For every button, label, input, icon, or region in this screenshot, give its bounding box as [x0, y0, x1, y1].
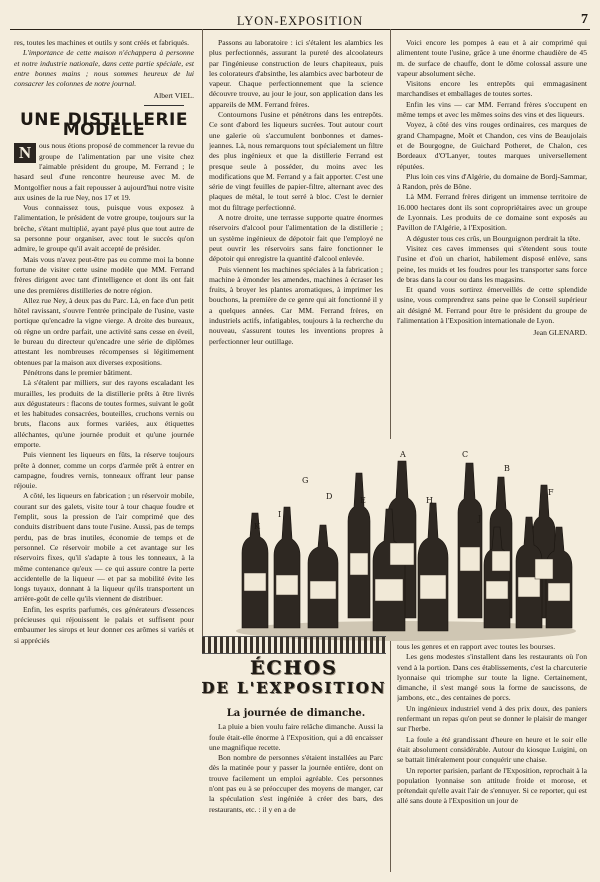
- intro-signature: Albert VIEL.: [153, 91, 194, 101]
- section-rule: [144, 105, 184, 106]
- bottle-label-e: E: [360, 496, 366, 505]
- article-paragraph: Enfin, les esprits parfumés, ces générateurs d'essences précieuses qui réjouissent le palais et suffisent pour embaumer les sirops et leur donner ces arômes si variés et si appréciés: [14, 604, 194, 645]
- echos-column: [209, 706, 383, 874]
- bottle-label-b: B: [504, 464, 510, 473]
- article-paragraph: A notre droite, une terrasse supporte quatre énormes réservoirs d'alcool pour l'alimentation de la distillerie ; un système ingénieux de dépotoir fait que l'employé ne peut ouvrir les réservoirs sans faire fonctionner le dépotoir qui enregistre la quantité d'alcool enlevée.: [209, 213, 383, 264]
- column-divider-1: [202, 29, 203, 639]
- article-paragraph: Puis viennent les liqueurs en fûts, la réserve toujours prête à donner, comme un corps d'armée prêt à entrer en campagne, foudres vernis, tonneaux offrant leur panse réjouie.: [14, 450, 194, 491]
- decorative-border: [202, 636, 386, 654]
- intro-quote: L'importance de cette maison n'échappera à personne et notre industrie nationale, dans cette partie spéciale, est entre bonnes mains ; nous sommes heureux de lui consacrer les colonnes de notre journal.: [14, 48, 194, 89]
- echos-paragraph: Les gens modestes s'installent dans les restaurants où l'on vend à la portion. Dans ces établissements, c'est la charcuterie lyonnaise qui triomphe sur toute la ligne. Certainement, dimanche, il s'est mangé sous la forme de saucissons, de jambons, etc., des centaines de porcs.: [397, 652, 587, 703]
- article-heading: UNE DISTILLERIE MODÈLE: [20, 109, 188, 141]
- echos-paragraph: La foule a été grandissant d'heure en heure et le soir elle était absolument considérable. Autour du kiosque Luigini, on se battait littéralement pour conquérir une chaise.: [397, 734, 587, 765]
- echos-paragraph: Un reporter parisien, parlant de l'Exposition, reprochait à la population lyonnaise son attitude froide et morose, et prétendait qu'elle avait l'air de s'ennuyer. Si ce reporter, qui est allé sans doute à l'Exposition un jour de: [397, 765, 587, 806]
- article-paragraph: Vous connaissez tous, puisque vous exposez à l'alimentation, le président de votre groupe, toujours sur la brèche, s'étant multiplié, ayant payé plus que tout autre de sa personne pour organiser, avec tout le succès qu'on admire, le groupe qu'il avait accepté de présider.: [14, 203, 194, 254]
- article-paragraph: Voyez, à côté des vins rouges ordinaires, ces marques de grand Champagne, Moët et Chandon, ces vins de Beaujolais et de Bourgogne, de Guichard Potheret, de Chalon, ces Bordeaux d'O'Lanyer, toutes marques universellement réputées.: [397, 120, 587, 171]
- article-paragraph-text: ous nous étions proposé de commencer la revue du groupe de l'alimentation par une visite chez l'aimable président du groupe, M. Ferrand ; le hasard seul d'une rencontre heureuse avec M. de Montgolfier nous a fait repousser à aujourd'hui notre visite aux usines de la rue Ney, nos 17 et 19.: [14, 141, 194, 202]
- article-paragraph: Puis viennent les machines spéciales à la fabrication ; machine à émonder les amendes, machines à écraser les fruits, à broyer les plantes aromatiques, à imprimer les bouchons, la première de ce genre qui ait fonctionné il y a quelques années. Car MM. Ferrand frères, en industriels actifs, infatigables, toujours à la recherche du nouveau, s'assurent toutes les inventions propres à perfectionner leur outillage.: [209, 264, 383, 346]
- column-1: [14, 38, 194, 873]
- article-paragraph: Là MM. Ferrand frères dirigent un immense territoire de 16.000 hectares dont ils sont copropriétaires avec un groupe de Lyonnais. Les produits de ce domaine sont exposés au Pavillon de l'Algérie, à l'Exposition.: [397, 192, 587, 233]
- article-paragraph: Visitez ces caves immenses qui s'étendent sous toute l'usine et d'où un chariot, habilement disposé enlève, sans peine, les muids et les foudres pour les transporter sans force de bras dans la cour ou dans les magasins.: [397, 243, 587, 284]
- article-signature: Jean GLENARD.: [533, 328, 587, 338]
- bottle-label-j: J: [478, 514, 482, 523]
- intro-paragraph: res, toutes les machines et outils y sont créés et fabriqués.: [14, 38, 190, 47]
- bottles-illustration: [228, 443, 583, 643]
- article-paragraph: Visitons encore les entrepôts qui emmagasinent marchandises et emballages de toutes sortes.: [397, 79, 587, 99]
- article-paragraph: [14, 141, 194, 203]
- echos-subtitle: DE L'EXPOSITION: [201, 679, 387, 697]
- bottle-label-g: G: [302, 476, 309, 485]
- page-header-title: LYON-EXPOSITION: [236, 14, 364, 28]
- echos-paragraph: Bon nombre de personnes s'étaient installées au Parc dès la matinée pour y passer la journée entière, dont on trouve facilement un emploi agréable. Ces personnes n'ont pas eu à se préoccuper des moyens de manger, car la spéculation s'est ingéniée à créer des bars, des restaurants, etc. : il y en a de: [209, 753, 383, 814]
- article-paragraph: A déguster tous ces crûs, un Bourguignon perdrait la tête.: [406, 233, 581, 243]
- article-paragraph: Enfin les vins — car MM. Ferrand frères s'occupent en même temps et avec les mêmes soins des vins et des liqueurs.: [397, 99, 587, 120]
- article-paragraph: Et quand vous sortirez émerveillés de cette splendide usine, vous comprendrez sans peine que le Conseil supérieur ait désigné M. Ferrand pour être le président du groupe de l'alimentation à l'Exposition internationale de Lyon.: [397, 285, 587, 326]
- drop-cap: N: [14, 143, 36, 163]
- bottle-label-c: C: [462, 450, 469, 459]
- article-paragraph: Là s'étalent par milliers, sur des rayons escaladant les murailles, les produits de la distillerie prêts à être livrés aux dégustateurs : flacons de toutes formes, suivant le goût et les habitudes consacrées, bouteilles, cruchons vernis ou bruts, flacons aux formes variées, aux étiquettes alléchantes, qu'une journée produit et qu'une journée emporte.: [14, 378, 194, 449]
- column-divider-2: [390, 29, 391, 439]
- page-number: 7: [581, 12, 588, 27]
- column-3: [397, 38, 587, 448]
- column-divider-3: [390, 640, 391, 872]
- header-rule: [10, 29, 590, 30]
- bottle-label-i: I: [278, 510, 282, 519]
- article-paragraph: Allez rue Ney, à deux pas du Parc. Là, en face d'un petit hôtel ravissant, s'ouvre l'entrée principale de l'usine, vaste portique qu'encadre la vigne vierge. A droite des bureaux, où règne un ordre parfait, une activité sans cesse en éveil, le bureau du directeur qu'encadre une série de diplômes attestant les nombreuses récompenses si légitimement obtenues par la maison aux diverses expositions.: [14, 295, 194, 367]
- echos-title: ÉCHOS: [250, 657, 338, 679]
- echos-subheading: La journée de dimanche.: [226, 708, 366, 719]
- echos-paragraph: Un ingénieux industriel vend à des prix doux, des paniers renfermant un repas qu'on peut se donner le plaisir de manger sur l'herbe.: [397, 703, 587, 734]
- article-paragraph: Passons au laboratoire : ici s'étalent les alambics les plus perfectionnés, assurant la pureté des alcoolateurs par l'ingénieuse construction de leurs chapiteaux, puis les colorateurs d'absinthe, les alambics avec barboteur de vapeur. Chaque perfectionnement que la science découvre trouve, au jour le jour, son application dans les appareils de MM. Ferrand frères.: [209, 38, 383, 109]
- bottle-label-d: D: [326, 492, 333, 501]
- article-paragraph: Voici encore les pompes à eau et à air comprimé qui alimentent toute l'usine, grâce à une énorme chaudière de 45 m. de surface de chauffe, dont le dôme colossal assure une vapeur absolument sèche.: [397, 38, 587, 78]
- column-2: [209, 38, 383, 443]
- bottle-label-k: K: [254, 522, 260, 531]
- bottle-label-h: H: [426, 496, 433, 505]
- article-paragraph: Plus loin ces vins d'Algérie, du domaine de Bordj-Sammar, à Randon, près de Bône.: [397, 171, 587, 192]
- echos-paragraph: tous les genres et en rapport avec toutes les bourses.: [397, 642, 556, 651]
- bottle-label-f: F: [548, 488, 554, 497]
- echos-heading-box: [200, 636, 388, 701]
- bottle-label-a: A: [400, 450, 406, 459]
- article-paragraph: Mais vous n'avez peut-être pas eu comme moi la bonne fortune de visiter cette usine modèle que MM. Ferrand frères dirigent avec tant d'intelligence et dont ils ont fait une des premières distilleries de notre région.: [14, 254, 194, 295]
- column-3-bottom: [397, 642, 587, 874]
- echos-paragraph: La pluie a bien voulu faire relâche dimanche. Aussi la foule était-elle énorme à l'Exposition, qui a dû encaisser une magnifique recette.: [209, 722, 383, 752]
- article-paragraph: Contournons l'usine et pénétrons dans les entrepôts. Ce sont d'abord les liqueurs sucrées. Tout autour court une galerie où s'accumulent bonbonnes et dames-jeannes. Là, nous remarquons tout spécialement un filtre des plus ingénieux et que la distillerie Ferrand est presque seule à posséder, du moins avec les modifications que M. Ferrand y a fait apporter. C'est une série de vingt feuilles de papier-filtre, alternant avec des plaques de métal, le tout serré à bloc. C'est le dernier mot du filtrage perfectionné.: [209, 110, 383, 212]
- article-paragraph: A côté, les liqueurs en fabrication ; un réservoir mobile, courant sur des galets, visite tour à tour chaque foudre et l'emplit, sous la pression de l'air comprimé que des conduits distribuent dans toute l'usine. Aussi, pas de temps perdu, pas de bras inutiles, économie de temps et de personnel. Ce réservoir mobile a cet avantage sur les réservoirs fixes, qu'il s'adapte à tous les tonneaux, à la même contenance qu'eux — ce qui assure contre la perte accidentelle de la liqueur — et par sa mobilité évite les longs tuyaux, donnant à la liqueur qu'ils transportent un arrière-goût de celle qu'ils viennent de distribuer.: [14, 491, 194, 604]
- article-paragraph: Pénétrons dans le premier bâtiment.: [23, 367, 133, 377]
